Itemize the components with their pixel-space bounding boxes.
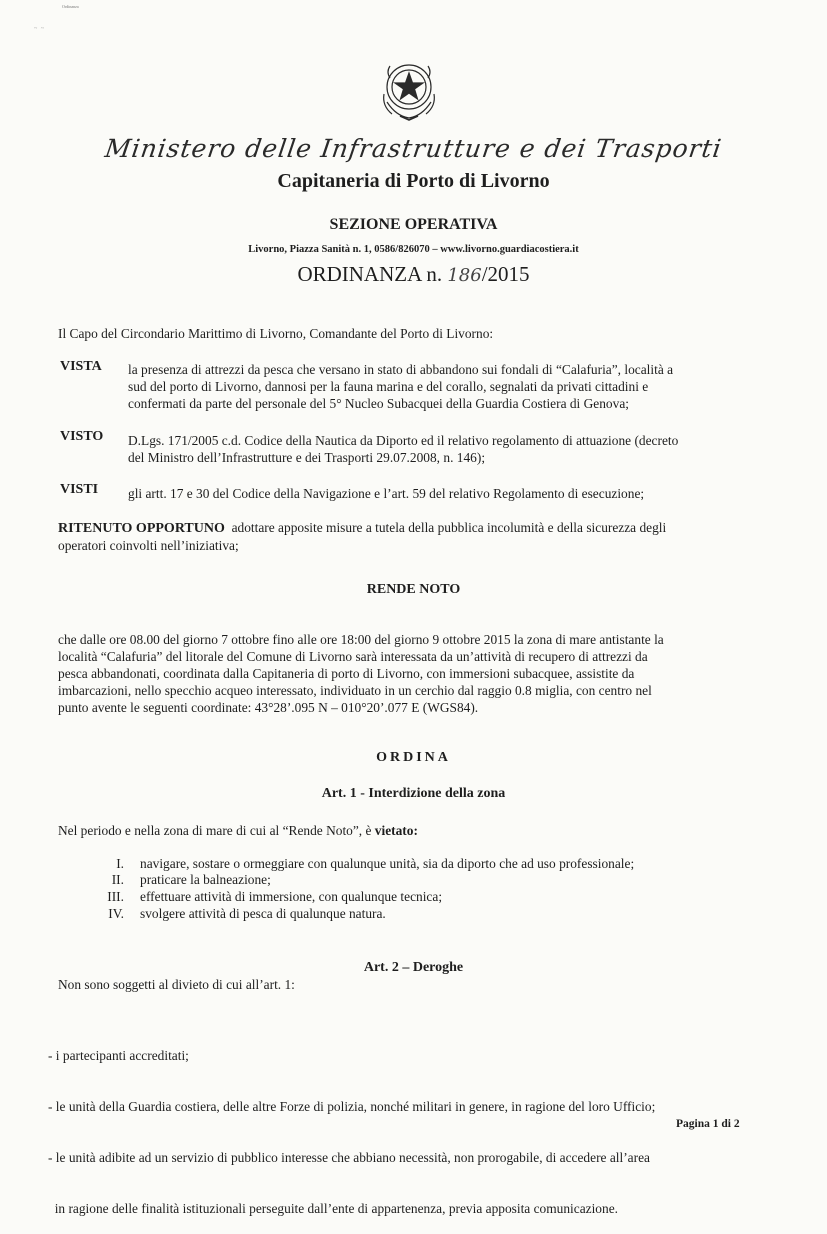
recital-line: D.Lgs. 171/2005 c.d. Codice della Nautica da Diporto ed il relativo regolamento di attuazione (decreto xyxy=(128,433,679,448)
office-address: Livorno, Piazza Sanità n. 1, 0586/826070 – www.livorno.guardiacostiera.it xyxy=(248,244,579,255)
page-number: Pagina 1 di 2 xyxy=(676,1118,740,1130)
art1-item-text: navigare, sostare o ormeggiare con qualunque unità, sia da diporto che ad uso professionale; xyxy=(140,856,635,871)
ordinance-prefix: ORDINANZA n. xyxy=(297,262,443,286)
art1-item-text: svolgere attività di pesca di qualunque natura. xyxy=(140,906,386,921)
ordina-heading: ORDINA xyxy=(376,750,451,765)
ordinance-number: 186 xyxy=(447,265,482,286)
rende-noto-line: punto avente le seguenti coordinate: 43°28’.095 N – 010°20’.077 E (WGS84). xyxy=(58,700,479,715)
art2-intro: Non sono soggetti al divieto di cui all’art. 1: xyxy=(58,977,295,992)
rende-noto-line: imbarcazioni, nello specchio acqueo interessato, individuato in un cerchio dal raggio 0.8 miglia, con centro nel xyxy=(58,683,652,698)
rende-noto-text xyxy=(58,631,753,716)
rende-noto-line: pesca abbandonati, coordinata dalla Capitaneria di porto di Livorno, con immersioni subacquee, assistite da xyxy=(58,666,635,681)
ministry-name: Ministero delle Infrastrutture e dei Trasporti xyxy=(103,134,724,163)
rende-noto-line: che dalle ore 08.00 del giorno 7 ottobre fino alle ore 18:00 del giorno 9 ottobre 2015 la zona di mare antistante la xyxy=(58,632,664,647)
intro-text: Il Capo del Circondario Marittimo di Livorno, Comandante del Porto di Livorno: xyxy=(58,326,494,341)
office-name: Capitaneria di Porto di Livorno xyxy=(277,170,550,192)
scan-mark-2: ~ ~ xyxy=(34,26,45,32)
art1-title: Art. 1 - Interdizione della zona xyxy=(321,786,506,801)
recital-text-vista xyxy=(128,361,756,412)
art1-item-number: I. xyxy=(116,856,124,871)
art2-title: Art. 2 – Deroghe xyxy=(363,960,464,975)
italian-republic-emblem-icon xyxy=(378,58,440,122)
art1-item-number: II. xyxy=(111,872,124,887)
art1-item-number: III. xyxy=(107,889,124,904)
recital-label-visto: VISTO xyxy=(60,429,104,444)
ordinance-year: /2015 xyxy=(481,262,530,286)
rende-noto-heading: RENDE NOTO xyxy=(366,582,461,597)
art2-list xyxy=(48,1013,760,1234)
art2-item: in ragione delle finalità istituzionali perseguite dall’ente di appartenenza, previa apposita comunicazione. xyxy=(48,1201,618,1216)
recital-line: sud del porto di Livorno, dannosi per la fauna marina e del corallo, segnalati da privati cittadini e xyxy=(128,379,649,394)
art2-item: - i partecipanti accreditati; xyxy=(48,1048,189,1063)
recital-text-visti xyxy=(128,485,756,502)
art2-item: - le unità della Guardia costiera, delle altre Forze di polizia, nonché militari in genere, in ragione del loro Ufficio; xyxy=(48,1099,656,1114)
art1-intro-text: Nel periodo e nella zona di mare di cui al “Rende Noto”, è xyxy=(58,823,375,838)
ritenuto-line-2: operatori coinvolti nell’iniziativa; xyxy=(58,538,239,553)
recital-label-visti: VISTI xyxy=(60,482,99,497)
recital-line: gli artt. 17 e 30 del Codice della Navigazione e l’art. 59 del relativo Regolamento di esecuzione; xyxy=(128,486,645,501)
recital-text-visto xyxy=(128,432,756,466)
art1-intro xyxy=(58,822,418,839)
art2-item: - le unità adibite ad un servizio di pubblico interesse che abbiano necessità, non prorogabile, di accedere all’area xyxy=(48,1150,650,1165)
recital-line: la presenza di attrezzi da pesca che versano in stato di abbandono sui fondali di “Calafuria”, località a xyxy=(128,362,674,377)
section-title: SEZIONE OPERATIVA xyxy=(329,216,498,233)
art1-item-text: praticare la balneazione; xyxy=(140,872,271,887)
ordinance-title xyxy=(0,262,827,287)
recital-line: confermati da parte del personale del 5° Nucleo Subacquei della Guardia Costiera di Genova; xyxy=(128,396,629,411)
ritenuto-opportuno xyxy=(58,519,758,554)
rende-noto-line: località “Calafuria” del litorale del Comune di Livorno sarà interessata da un’attività di recupero di attrezzi da xyxy=(58,649,648,664)
ritenuto-label: RITENUTO OPPORTUNO xyxy=(58,521,225,536)
art1-item-number: IV. xyxy=(108,906,124,921)
scan-mark: Ordinanza xyxy=(62,4,79,9)
recital-line: del Ministro dell’Infrastrutture e dei Trasporti 29.07.2008, n. 146); xyxy=(128,450,486,465)
ritenuto-line-1: adottare apposite misure a tutela della pubblica incolumità e della sicurezza degli xyxy=(231,520,667,535)
art1-intro-vietato: vietato: xyxy=(374,823,418,838)
art1-item-text: effettuare attività di immersione, con qualunque tecnica; xyxy=(140,889,443,904)
recital-label-vista: VISTA xyxy=(60,359,102,374)
